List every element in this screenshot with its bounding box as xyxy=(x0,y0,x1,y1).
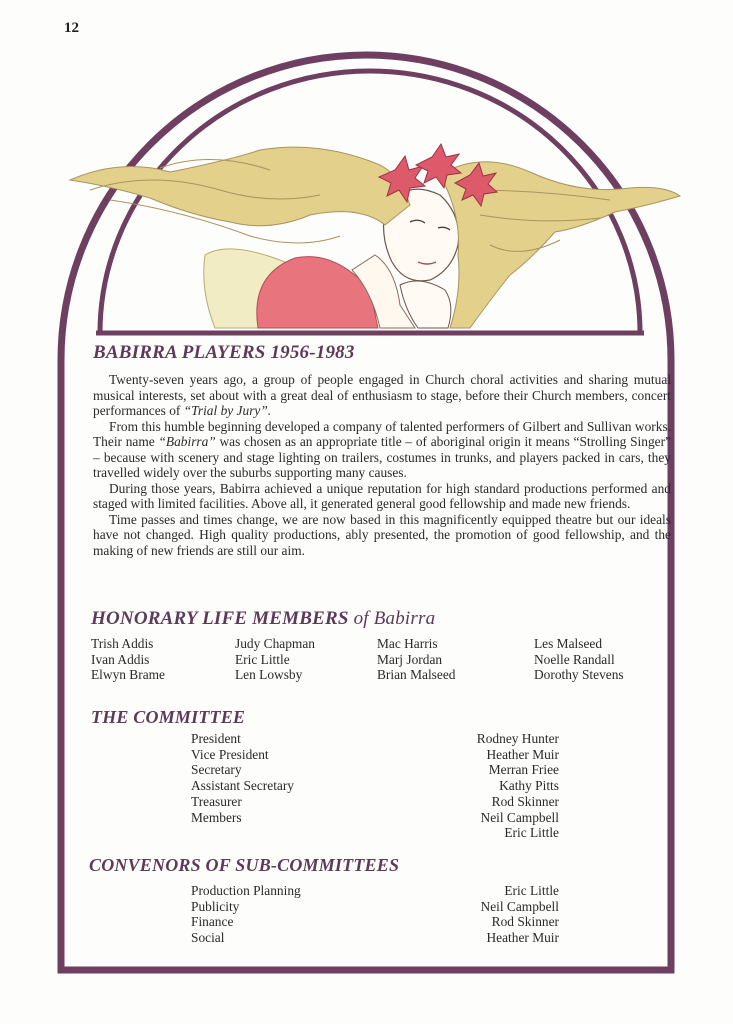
role-label: Publicity xyxy=(191,898,240,914)
committee-member: Heather Muir xyxy=(486,746,559,762)
committee-member: Kathy Pitts xyxy=(499,778,559,794)
paragraph-2: From this humble beginning developed a company of talented performers of Gilbert and Sullivan works. Their name “Babirra” was chosen as an appropriate title – of aboriginal origin it means “Strolling Singer” – because with scenery and stage lighting on trailers, costumes in trunks, and players packed in cars, they travelled widely over the suburbs supporting many causes. xyxy=(93,418,671,480)
role-label: Finance xyxy=(191,914,234,930)
role-label: Secretary xyxy=(191,762,242,778)
committee-member: Rod Skinner xyxy=(491,793,559,809)
convenor-member: Eric Little xyxy=(504,883,559,898)
convenors-heading: CONVENORS OF SUB-COMMITTEES xyxy=(89,855,400,875)
member-name: Mac Harris xyxy=(377,636,438,651)
committee-member: Neil Campbell xyxy=(480,809,559,825)
committee-roles xyxy=(191,731,294,825)
convenor-member: Heather Muir xyxy=(486,930,559,946)
honorary-members-list xyxy=(91,636,651,683)
role-label: Members xyxy=(191,809,242,825)
convenor-member: Neil Campbell xyxy=(480,898,559,914)
paragraph-4: Time passes and times change, we are now based in this magnificently equipped theatre but our ideals have not changed. High quality productions, ably presented, the promotion of good fellowship, and the making of new friends are still our aim. xyxy=(93,511,671,558)
role-label: Assistant Secretary xyxy=(191,778,295,794)
member-name: Judy Chapman xyxy=(235,636,315,651)
paragraph-1: Twenty-seven years ago, a group of people engaged in Church choral activities and sharing mutual musical interests, set about with a great deal of enthusiasm to stage, before their Church members, concert performances of “Trial by Jury”. xyxy=(93,372,671,418)
member-name: Eric Little xyxy=(235,651,290,667)
committee-member: Rodney Hunter xyxy=(476,731,559,746)
honorary-heading: HONORARY LIFE MEMBERS of Babirra xyxy=(91,608,436,629)
page-number: 12 xyxy=(64,20,79,36)
paragraph-3: During those years, Babirra achieved a unique reputation for high standard productions performed and staged with limited facilities. Above all, it generated general good fellowship and made new friends. xyxy=(93,480,671,511)
member-name: Trish Addis xyxy=(91,636,154,651)
role-label: Vice President xyxy=(191,746,269,762)
role-label: Social xyxy=(191,930,225,946)
convenor-member: Rod Skinner xyxy=(491,914,559,930)
players-body xyxy=(93,372,671,558)
players-section xyxy=(93,342,671,558)
players-heading: BABIRRA PLAYERS 1956-1983 xyxy=(93,342,355,363)
member-name: Noelle Randall xyxy=(534,651,615,667)
woman-illustration xyxy=(70,144,680,328)
committee-heading: THE COMMITTEE xyxy=(91,707,246,727)
committee-member: Merran Friee xyxy=(488,762,559,778)
hair-left xyxy=(70,147,410,226)
committee-names xyxy=(477,731,559,841)
role-label: President xyxy=(191,731,241,746)
role-label: Production Planning xyxy=(191,883,301,898)
member-name: Les Malseed xyxy=(534,636,603,651)
member-name: Len Lowsby xyxy=(235,667,303,683)
member-name: Brian Malseed xyxy=(377,667,456,683)
role-label: Treasurer xyxy=(191,793,242,809)
committee-member: Eric Little xyxy=(504,825,559,841)
member-name: Marj Jordan xyxy=(377,651,443,667)
convenor-names xyxy=(481,883,559,946)
member-name: Elwyn Brame xyxy=(91,667,166,683)
member-name: Dorothy Stevens xyxy=(534,667,624,683)
convenor-roles xyxy=(191,883,301,946)
member-name: Ivan Addis xyxy=(91,651,150,667)
